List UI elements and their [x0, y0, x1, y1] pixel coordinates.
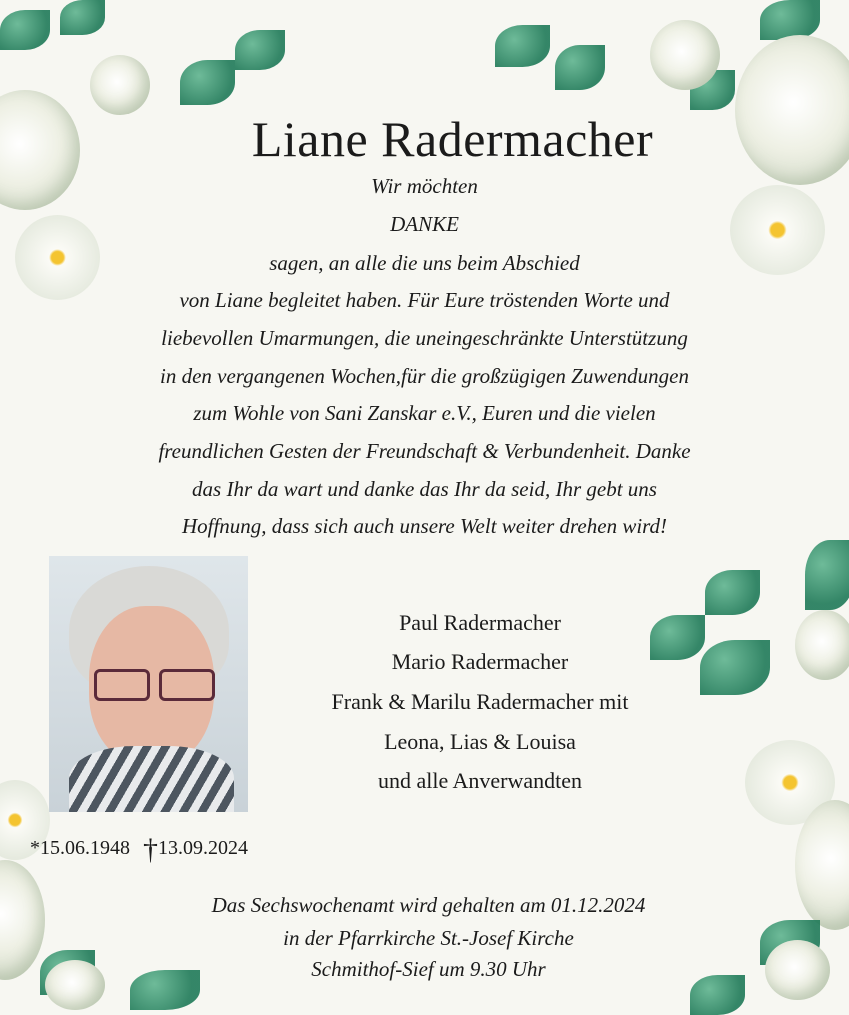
- thanks-line: sagen, an alle die uns beim Abschied: [269, 251, 580, 275]
- service-line: Schmithof-Sief um 9.30 Uhr: [311, 957, 546, 981]
- service-line: in der Pfarrkirche St.-Josef Kirche: [283, 926, 574, 950]
- death-date: 13.09.2024: [158, 837, 248, 859]
- birth-date: *15.06.1948: [30, 837, 130, 859]
- thanks-line: freundlichen Gesten der Freundschaft & Verbundenheit. Danke: [158, 439, 691, 463]
- family-member: Leona, Lias & Louisa: [384, 729, 576, 754]
- thanks-line: von Liane begleitet haben. Für Eure tröstenden Worte und: [179, 288, 670, 312]
- thanks-line: das Ihr da wart und danke das Ihr da seid, Ihr gebt uns: [192, 477, 657, 501]
- deceased-name: Liane Radermacher: [251, 111, 654, 167]
- thanks-line: Hoffnung, dass sich auch unsere Welt weiter drehen wird!: [181, 514, 668, 538]
- life-dates: [30, 828, 248, 866]
- cross-icon: †: [143, 833, 158, 866]
- thanks-intro: Wir möchten: [371, 174, 478, 198]
- thanks-line: zum Wohle von Sani Zanskar e.V., Euren und die vielen: [193, 401, 656, 425]
- service-line: Das Sechswochenamt wird gehalten am 01.12.2024: [211, 893, 646, 917]
- family-member: Paul Radermacher: [399, 610, 561, 635]
- family-member: Frank & Marilu Radermacher mit: [331, 689, 629, 714]
- family-member: Mario Radermacher: [391, 649, 569, 674]
- thanks-line: in den vergangenen Wochen,für die großzügigen Zuwendungen: [160, 364, 689, 388]
- thanks-line: liebevollen Umarmungen, die uneingeschränkte Unterstützung: [161, 326, 688, 350]
- portrait-photo: [49, 556, 248, 812]
- family-member: und alle Anverwandten: [377, 768, 583, 793]
- thanks-danke: DANKE: [390, 212, 459, 236]
